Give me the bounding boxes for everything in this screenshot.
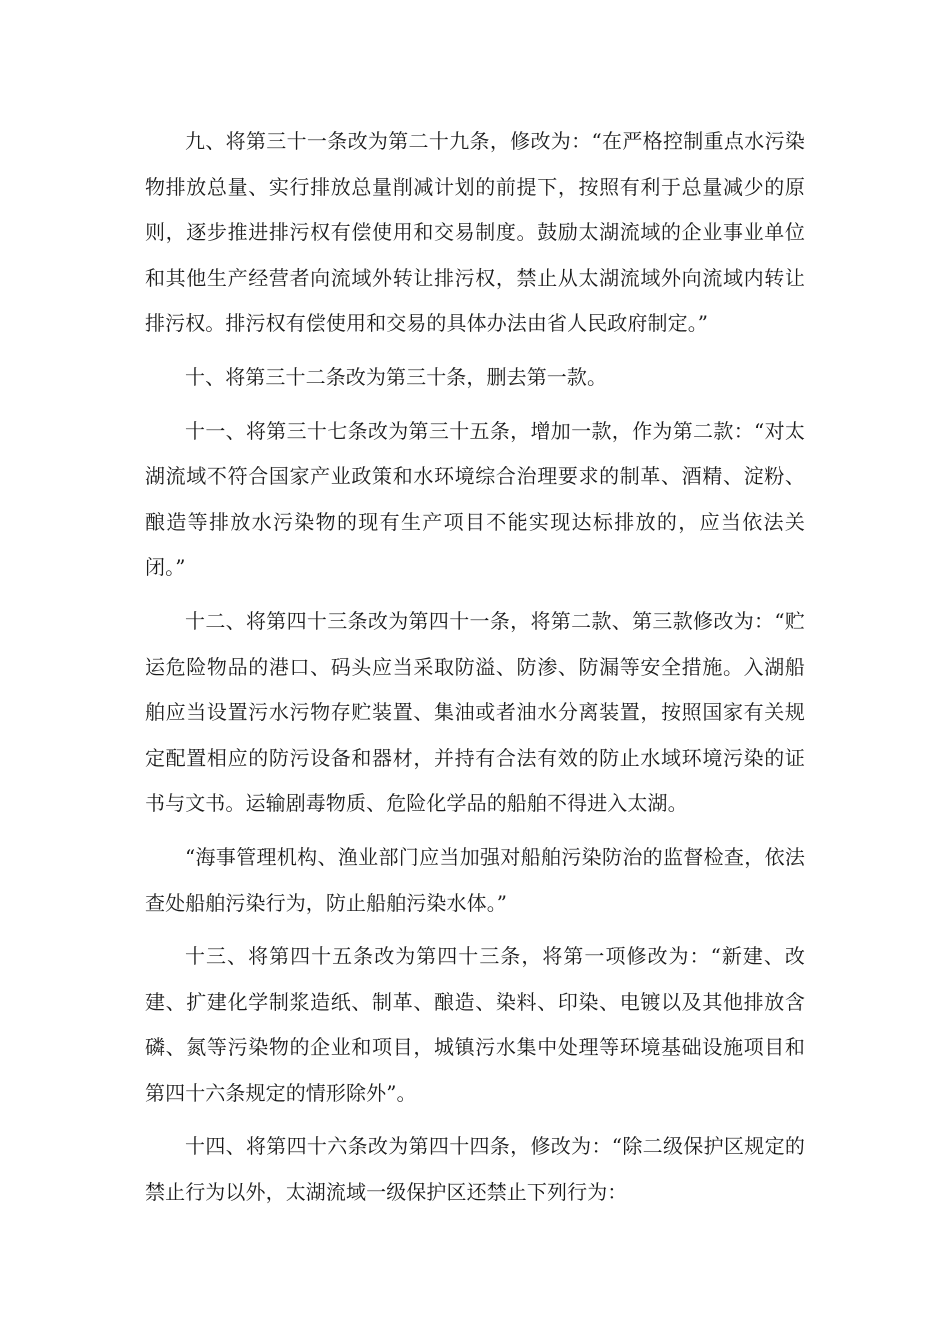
paragraph-item-9: 九、将第三十一条改为第二十九条，修改为：“在严格控制重点水污染物排放总量、实行排放总量削减计划的前提下，按照有利于总量减少的原则，逐步推进排污权有偿使用和交易制度。鼓励太湖流域的企业事业单位和其他生产经营者向流域外转让排污权，禁止从太湖流域外向流域内转让排污权。排污权有偿使用和交易的具体办法由省人民政府制定。” bbox=[145, 129, 805, 336]
document-body bbox=[145, 119, 805, 1216]
paragraph-item-12-continued: “海事管理机构、渔业部门应当加强对船舶污染防治的监督检查，依法查处船舶污染行为，防止船舶污染水体。” bbox=[145, 844, 805, 915]
paragraph-item-11: 十一、将第三十七条改为第三十五条，增加一款，作为第二款：“对太湖流域不符合国家产业政策和水环境综合治理要求的制革、酒精、淀粉、酿造等排放水污染物的现有生产项目不能实现达标排放的，应当依法关闭。” bbox=[145, 418, 805, 580]
paragraph-item-12: 十二、将第四十三条改为第四十一条，将第二款、第三款修改为：“贮运危险物品的港口、码头应当采取防溢、防渗、防漏等安全措施。入湖船舶应当设置污水污物存贮装置、集油或者油水分离装置，按照国家有关规定配置相应的防污设备和器材，并持有合法有效的防止水域环境污染的证书与文书。运输剧毒物质、危险化学品的船舶不得进入太湖。 bbox=[145, 608, 805, 816]
paragraph-item-10: 十、将第三十二条改为第三十条，删去第一款。 bbox=[185, 364, 608, 389]
paragraph-item-14: 十四、将第四十六条改为第四十四条，修改为：“除二级保护区规定的禁止行为以外，太湖流域一级保护区还禁止下列行为： bbox=[145, 1134, 805, 1205]
paragraph-item-13: 十三、将第四十五条改为第四十三条，将第一项修改为：“新建、改建、扩建化学制浆造纸、制革、酿造、染料、印染、电镀以及其他排放含磷、氮等污染物的企业和项目，城镇污水集中处理等环境基础设施项目和第四十六条规定的情形除外”。 bbox=[145, 944, 805, 1105]
